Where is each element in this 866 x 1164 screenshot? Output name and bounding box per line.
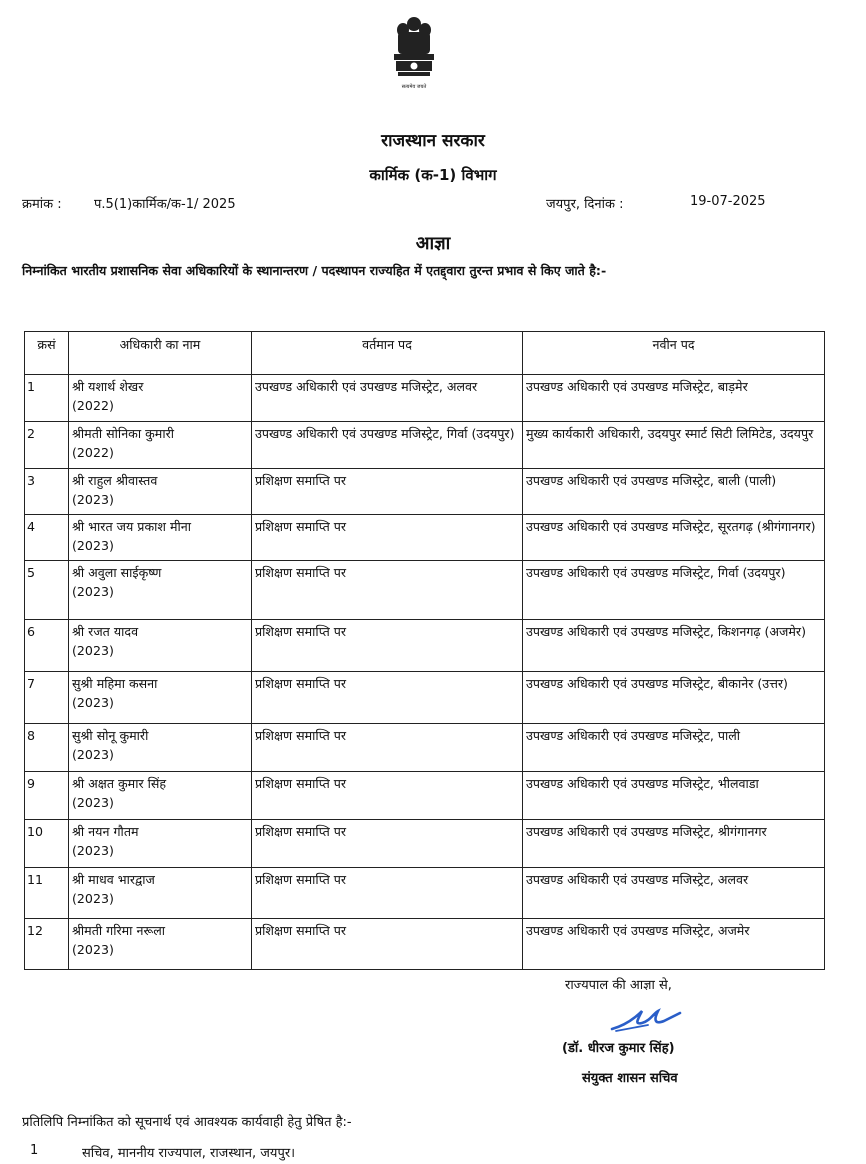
officer-cell	[69, 422, 252, 469]
current-post: प्रशिक्षण समाप्ति पर	[252, 561, 523, 620]
officer-batch: (2023)	[72, 942, 114, 957]
row-sn: 12	[25, 919, 69, 970]
officer-cell	[69, 620, 252, 672]
officer-batch: (2023)	[72, 747, 114, 762]
officer-batch: (2023)	[72, 643, 114, 658]
order-number: प.5(1)कार्मिक/क-1/ 2025	[94, 197, 236, 212]
row-sn: 5	[25, 561, 69, 620]
current-post: उपखण्ड अधिकारी एवं उपखण्ड मजिस्ट्रेट, अलवर	[252, 375, 523, 422]
officer-name: श्री अवुला साईकृष्ण	[72, 565, 162, 580]
officer-cell	[69, 375, 252, 422]
officer-cell	[69, 724, 252, 772]
new-post: उपखण्ड अधिकारी एवं उपखण्ड मजिस्ट्रेट, बाली (पाली)	[523, 469, 825, 515]
current-post: प्रशिक्षण समाप्ति पर	[252, 672, 523, 724]
place-date-label: जयपुर, दिनांक :	[546, 197, 624, 212]
table-header-row	[25, 332, 825, 375]
officer-name: श्री अक्षत कुमार सिंह	[72, 776, 167, 791]
emblem-motto: सत्यमेव जयते	[401, 84, 427, 90]
officer-name: श्री रजत यादव	[72, 624, 139, 639]
officer-name: श्री राहुल श्रीवास्तव	[72, 473, 158, 488]
table-row	[25, 515, 825, 561]
order-intro: निम्नांकित भारतीय प्रशासनिक सेवा अधिकारियों के स्थानान्तरण / पदस्थापन राज्यहित में एतद्द्वारा तुरन्त प्रभाव से किए जाते है:-	[22, 263, 607, 278]
new-post: उपखण्ड अधिकारी एवं उपखण्ड मजिस्ट्रेट, पाली	[523, 724, 825, 772]
header-new-post: नवीन पद	[523, 332, 825, 375]
table-row	[25, 724, 825, 772]
officer-cell	[69, 868, 252, 919]
officer-cell	[69, 469, 252, 515]
by-order-line: राज्यपाल की आज्ञा से,	[565, 978, 672, 993]
officer-name: सुश्री सोनू कुमारी	[72, 728, 149, 743]
new-post: उपखण्ड अधिकारी एवं उपखण्ड मजिस्ट्रेट, गिर्वा (उदयपुर)	[523, 561, 825, 620]
current-post: प्रशिक्षण समाप्ति पर	[252, 469, 523, 515]
transfer-table	[24, 331, 825, 970]
officer-batch: (2023)	[72, 695, 114, 710]
table-row	[25, 375, 825, 422]
current-post: प्रशिक्षण समाप्ति पर	[252, 515, 523, 561]
table-row	[25, 772, 825, 820]
order-title: आज्ञा	[415, 233, 451, 254]
officer-batch: (2022)	[72, 398, 114, 413]
row-sn: 2	[25, 422, 69, 469]
current-post: प्रशिक्षण समाप्ति पर	[252, 919, 523, 970]
government-title: राजस्थान सरकार	[381, 131, 485, 151]
order-number-label: क्रमांक :	[22, 197, 62, 212]
officer-cell	[69, 672, 252, 724]
row-sn: 6	[25, 620, 69, 672]
officer-batch: (2023)	[72, 538, 114, 553]
header-officer-name: अधिकारी का नाम	[69, 332, 252, 375]
table-row	[25, 820, 825, 868]
officer-name: श्री भारत जय प्रकाश मीना	[72, 519, 191, 534]
copy-item-number: 1	[30, 1143, 39, 1158]
officer-name: श्री माधव भारद्वाज	[72, 872, 155, 887]
new-post: उपखण्ड अधिकारी एवं उपखण्ड मजिस्ट्रेट, बीकानेर (उत्तर)	[523, 672, 825, 724]
current-post: प्रशिक्षण समाप्ति पर	[252, 724, 523, 772]
officer-batch: (2023)	[72, 891, 114, 906]
new-post: उपखण्ड अधिकारी एवं उपखण्ड मजिस्ट्रेट, श्रीगंगानगर	[523, 820, 825, 868]
officer-batch: (2023)	[72, 795, 114, 810]
officer-batch: (2023)	[72, 843, 114, 858]
officer-name: श्री यशार्थ शेखर	[72, 379, 144, 394]
new-post: मुख्य कार्यकारी अधिकारी, उदयपुर स्मार्ट सिटी लिमिटेड, उदयपुर	[523, 422, 825, 469]
order-date: 19-07-2025	[690, 194, 766, 209]
department-title: कार्मिक (क-1) विभाग	[369, 166, 497, 184]
signer-designation: संयुक्त शासन सचिव	[582, 1071, 678, 1086]
table-row	[25, 620, 825, 672]
signer-name: (डॉ. धीरज कुमार सिंह)	[562, 1041, 675, 1056]
table-row	[25, 561, 825, 620]
row-sn: 9	[25, 772, 69, 820]
table-row	[25, 868, 825, 919]
officer-cell	[69, 561, 252, 620]
copy-intro: प्रतिलिपि निम्नांकित को सूचनार्थ एवं आवश्यक कार्यवाही हेतु प्रेषित है:-	[22, 1115, 352, 1130]
officer-batch: (2023)	[72, 492, 114, 507]
table-row	[25, 422, 825, 469]
new-post: उपखण्ड अधिकारी एवं उपखण्ड मजिस्ट्रेट, सूरतगढ़ (श्रीगंगानगर)	[523, 515, 825, 561]
current-post: उपखण्ड अधिकारी एवं उपखण्ड मजिस्ट्रेट, गिर्वा (उदयपुर)	[252, 422, 523, 469]
table-row	[25, 469, 825, 515]
header-current-post: वर्तमान पद	[252, 332, 523, 375]
row-sn: 1	[25, 375, 69, 422]
current-post: प्रशिक्षण समाप्ति पर	[252, 820, 523, 868]
header-sn: क्रसं	[25, 332, 69, 375]
current-post: प्रशिक्षण समाप्ति पर	[252, 620, 523, 672]
officer-cell	[69, 772, 252, 820]
row-sn: 7	[25, 672, 69, 724]
row-sn: 11	[25, 868, 69, 919]
copy-item-text: सचिव, माननीय राज्यपाल, राजस्थान, जयपुर।	[82, 1146, 296, 1161]
signature-icon	[608, 1005, 684, 1035]
officer-cell	[69, 820, 252, 868]
row-sn: 4	[25, 515, 69, 561]
row-sn: 8	[25, 724, 69, 772]
new-post: उपखण्ड अधिकारी एवं उपखण्ड मजिस्ट्रेट, अलवर	[523, 868, 825, 919]
table-row	[25, 672, 825, 724]
officer-batch: (2022)	[72, 445, 114, 460]
new-post: उपखण्ड अधिकारी एवं उपखण्ड मजिस्ट्रेट, अजमेर	[523, 919, 825, 970]
new-post: उपखण्ड अधिकारी एवं उपखण्ड मजिस्ट्रेट, बाड़मेर	[523, 375, 825, 422]
officer-name: श्रीमती सोनिका कुमारी	[72, 426, 174, 441]
row-sn: 3	[25, 469, 69, 515]
officer-name: श्री नयन गौतम	[72, 824, 139, 839]
officer-name: सुश्री महिमा कसना	[72, 676, 158, 691]
table-row	[25, 919, 825, 970]
current-post: प्रशिक्षण समाप्ति पर	[252, 868, 523, 919]
new-post: उपखण्ड अधिकारी एवं उपखण्ड मजिस्ट्रेट, भीलवाडा	[523, 772, 825, 820]
new-post: उपखण्ड अधिकारी एवं उपखण्ड मजिस्ट्रेट, किशनगढ़ (अजमेर)	[523, 620, 825, 672]
row-sn: 10	[25, 820, 69, 868]
officer-name: श्रीमती गरिमा नरूला	[72, 923, 166, 938]
officer-cell	[69, 919, 252, 970]
officer-batch: (2023)	[72, 584, 114, 599]
current-post: प्रशिक्षण समाप्ति पर	[252, 772, 523, 820]
officer-cell	[69, 515, 252, 561]
